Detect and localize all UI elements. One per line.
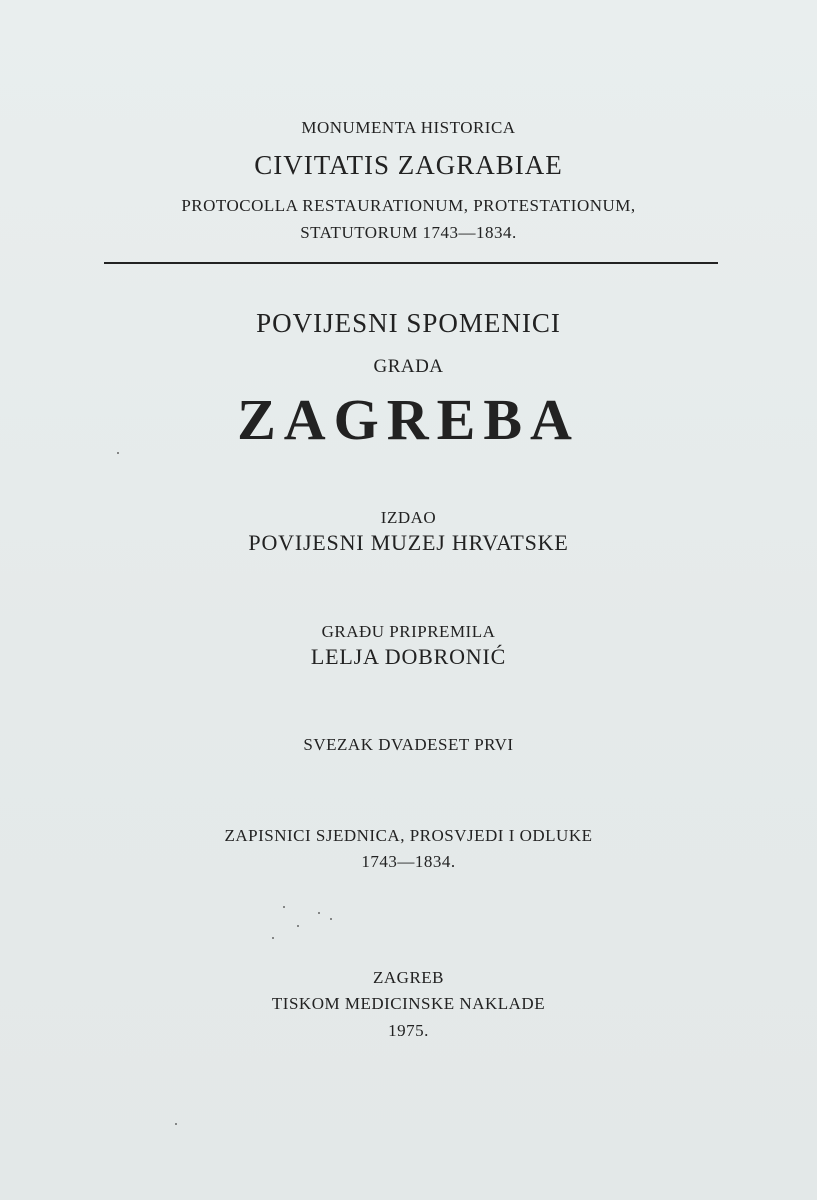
horizontal-divider — [104, 262, 718, 264]
imprint-printer: TISKOM MEDICINSKE NAKLADE — [271, 994, 546, 1013]
imprint-year: 1975. — [388, 1021, 429, 1040]
publisher-name: POVIJESNI MUZEJ HRVATSKE — [248, 530, 569, 555]
imprint-city: ZAGREB — [373, 968, 444, 987]
contents-line-2: 1743—1834. — [361, 852, 456, 871]
paper-speck — [272, 937, 274, 939]
series-title-line-4: STATUTORUM 1743—1834. — [300, 223, 517, 242]
paper-speck — [318, 912, 320, 914]
paper-speck — [283, 906, 285, 908]
publisher-label: IZDAO — [380, 508, 437, 527]
series-title-line-1: MONUMENTA HISTORICA — [301, 118, 516, 137]
volume-label: SVEZAK DVADESET PRVI — [303, 735, 514, 754]
series-title-line-2: CIVITATIS ZAGRABIAE — [254, 150, 563, 180]
contents-line-1: ZAPISNICI SJEDNICA, PROSVJEDI I ODLUKE — [224, 826, 593, 845]
main-title-line-1: POVIJESNI SPOMENICI — [256, 308, 561, 338]
paper-speck — [330, 918, 332, 920]
editor-label: GRAĐU PRIPREMILA — [321, 622, 496, 641]
main-title-line-3: ZAGREBA — [237, 387, 580, 452]
series-title-line-3: PROTOCOLLA RESTAURATIONUM, PROTESTATIONUM, — [181, 196, 636, 215]
paper-speck — [117, 452, 119, 454]
editor-name: LELJA DOBRONIĆ — [310, 644, 507, 669]
paper-speck — [175, 1123, 177, 1125]
paper-speck — [297, 925, 299, 927]
main-title-line-2: GRADA — [373, 356, 444, 377]
